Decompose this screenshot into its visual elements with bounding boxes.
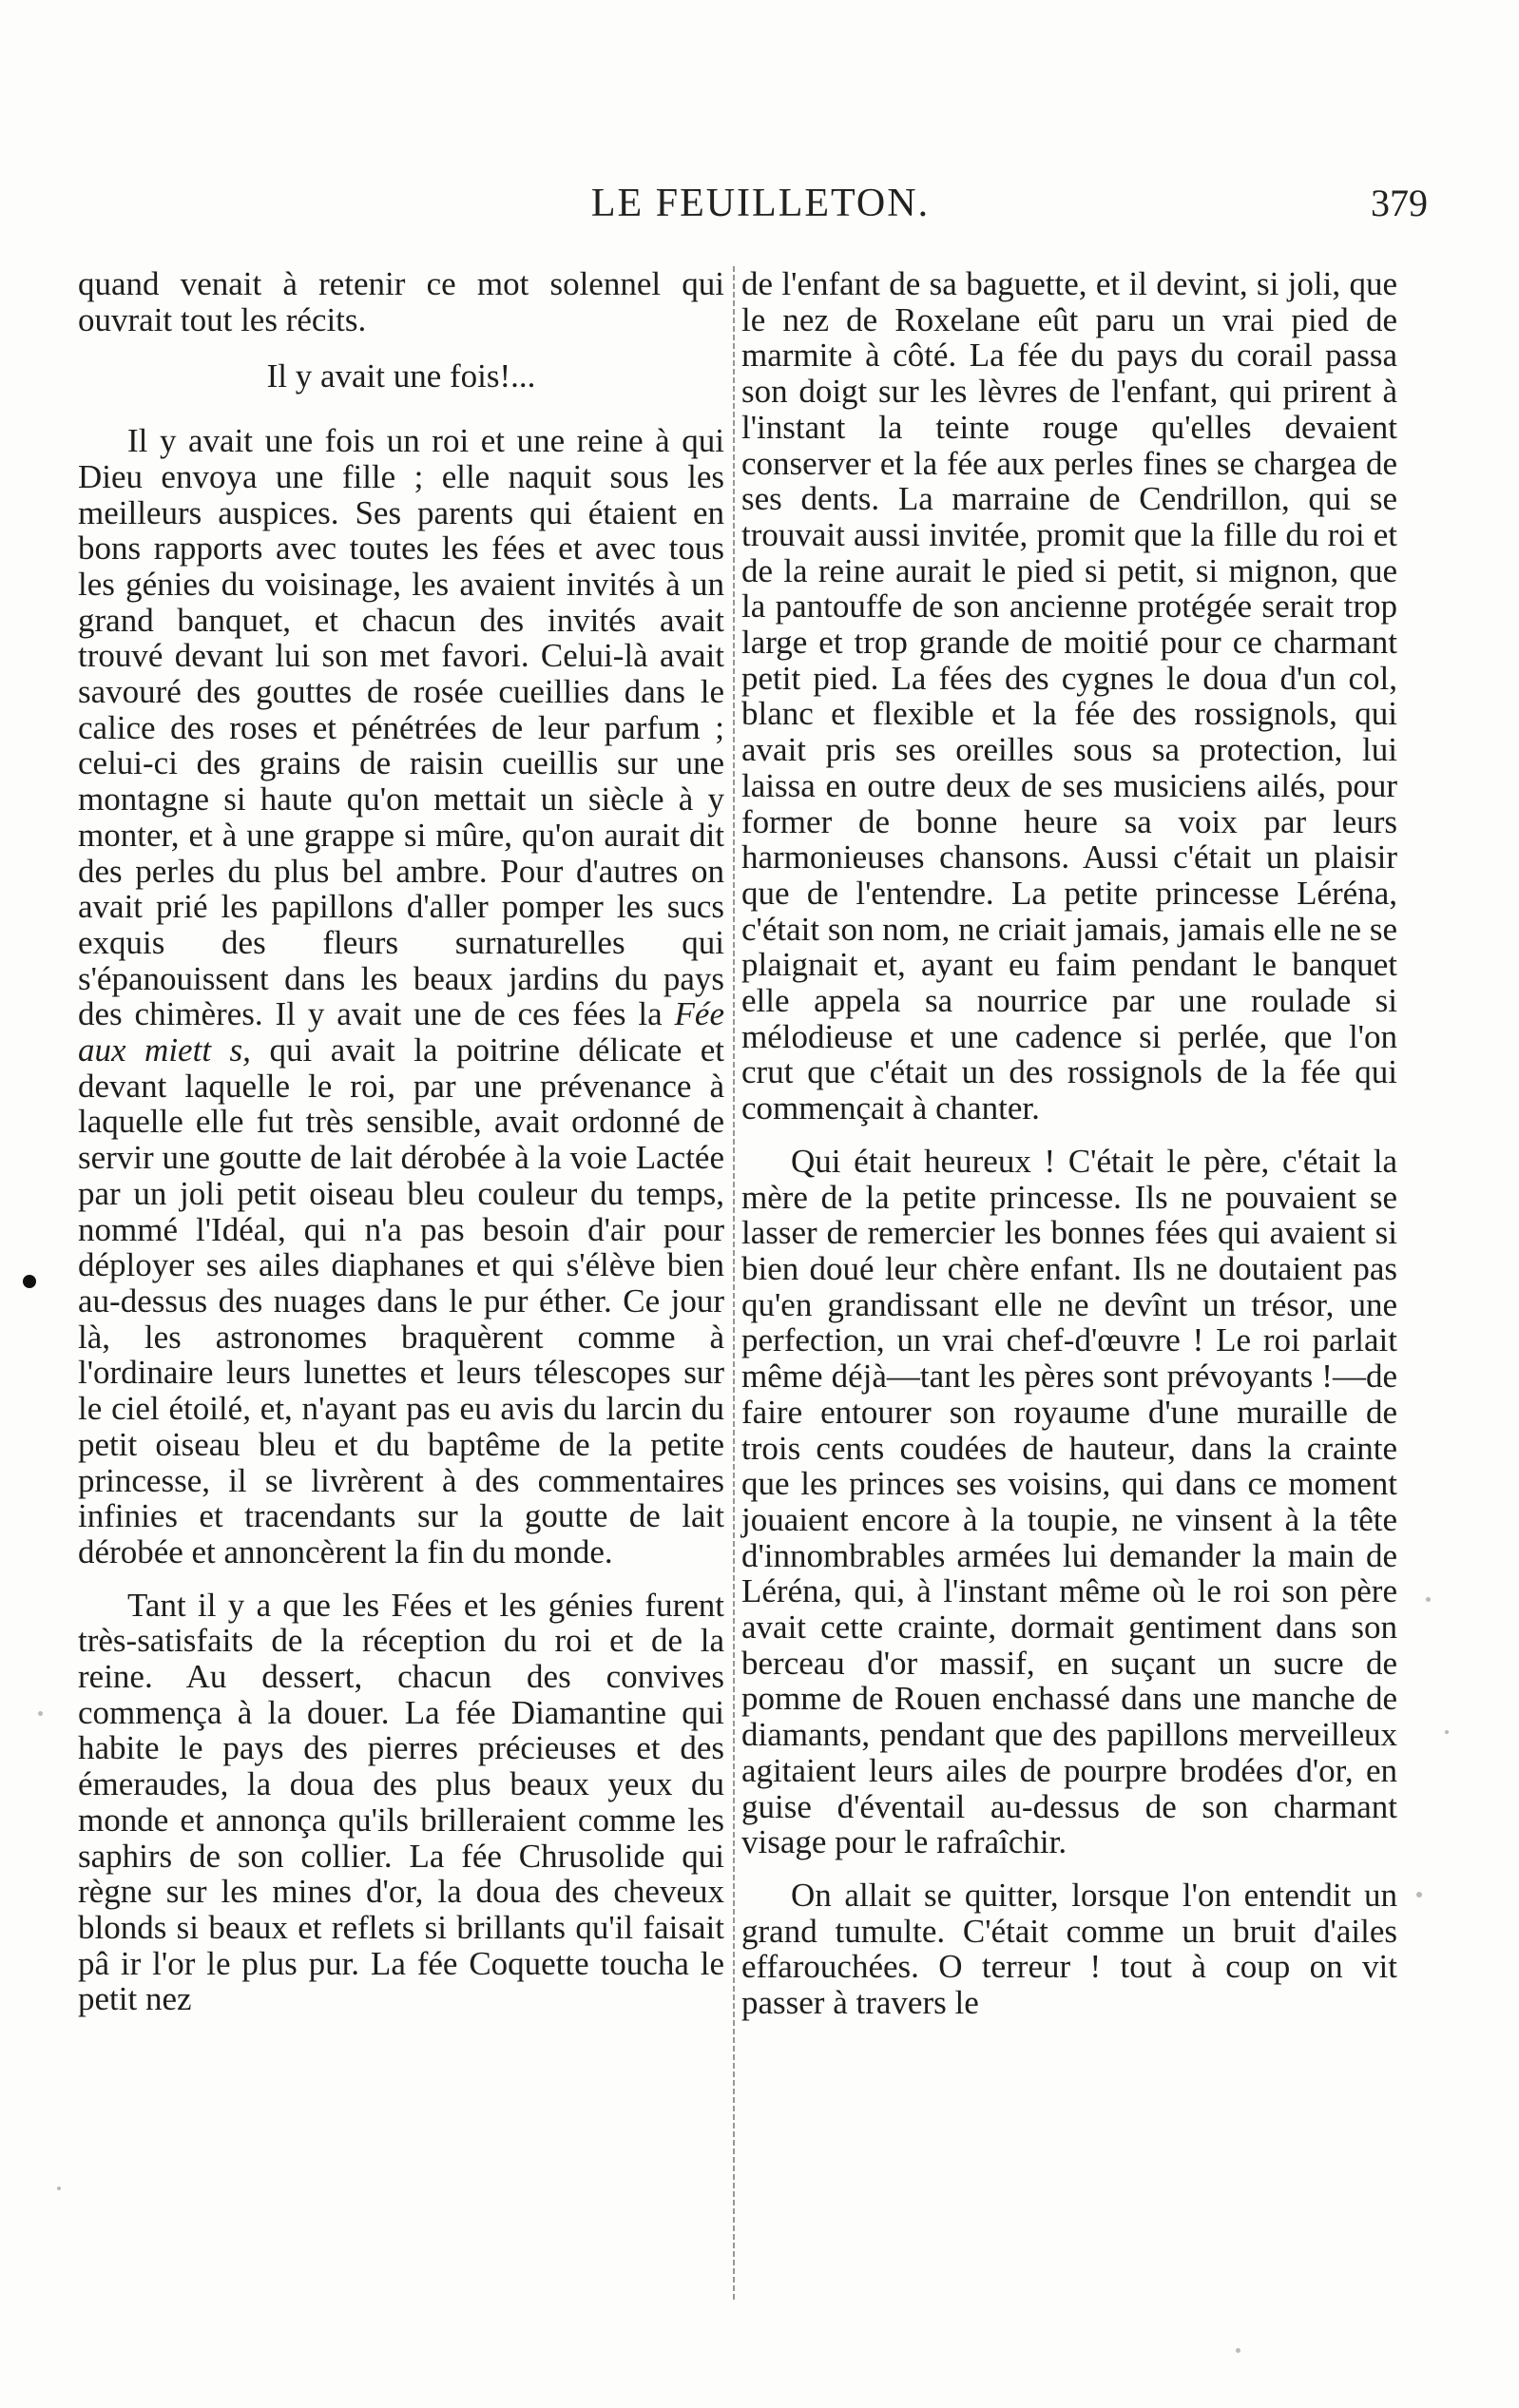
print-speck — [1236, 2348, 1240, 2353]
paragraph: Tant il y a que les Fées et les génies furent très-satisfaits de la réception du roi et de la reine. Au dessert, chacun des convives commença à la douer. La fée Diamantine qui habite le pays des pierres précieuses et des émeraudes, la doua des plus beaux yeux du monde et annonça qu'ils brilleraient comme les saphirs de son collier. La fée Chrusolide qui règne sur les mines d'or, la doua des cheveux blonds si beaux et reflets si brillants qu'il faisait pâ ir l'or le plus pur. La fée Coquette toucha le petit nez — [78, 1586, 724, 2018]
left-column — [78, 266, 724, 2310]
right-column — [741, 266, 1397, 2310]
text-run: Il y avait une fois un roi et une reine à qui Dieu envoya une fille ; elle naquit sous les meilleurs auspices. Ses parents qui étaient en bons rapports avec toutes les fées et avec tous les génies du voisinage, les avaient invités à un grand banquet, et chacun des invités avait trouvé devant lui son met favori. Celui-là avait savouré des gouttes de rosée cueillies dans le calice des roses et pénétrées de leur parfum ; celui-ci des grains de raisin cueillis sur une montagne si haute qu'on mettait un siècle à y monter, et à une grappe si mûre, qu'on aurait dit des perles du plus bel ambre. Pour d'autres on avait prié les papillons d'aller pomper les sucs exquis des fleurs surnaturelles qui s'épanouissent dans les beaux jardins du pays des chimères. Il y avait une de ces fées la — [78, 422, 724, 1033]
page-header — [67, 181, 1454, 247]
text-run: qui avait la poitrine délicate et devant laquelle le roi, par une prévenance à laquelle elle fut très sensible, avait ordonné de servir une goutte de lait dérobée à la voie Lactée par un joli petit oiseau bleu couleur du temps, nommé l'Idéal, qui n'a pas besoin d'air pour déployer ses ailes diaphanes et qui s'élève bien au-dessus des nuages dans le pur éther. Ce jour là, les astronomes braquèrent comme à l'ordinaire leurs lunettes et leurs télescopes sur le ciel étoilé, et, n'ayant pas eu avis du larcin du petit oiseau bleu et du baptême de la petite princesse, il se livrèrent à des commentaires infinies et tracendants sur la goutte de lait dérobée et annoncèrent la fin du monde. — [78, 1031, 725, 1570]
section-heading: Il y avait une fois!... — [266, 357, 536, 395]
print-speck — [1445, 1730, 1449, 1734]
column-divider — [733, 266, 735, 2301]
print-speck — [57, 2186, 61, 2190]
print-speck — [1426, 1597, 1431, 1602]
paragraph: On allait se quitter, lorsque l'on entendit un grand tumulte. C'était comme un bruit d'ailes effarouchées. O terreur ! tout à coup on vit passer à travers le — [741, 1876, 1397, 2022]
paragraph: Qui était heureux ! C'était le père, c'était la mère de la petite princesse. Ils ne pouvaient se lasser de remercier les bonnes fées qui avaient si bien doué leur chère enfant. Ils ne doutaient pas qu'en grandissant elle ne devînt un trésor, une perfection, un vrai chef-d'œuvre ! Le roi parlait même déjà—tant les pères sont prévoyants !—de faire entourer son royaume d'une muraille de trois cents coudées de hauteur, dans la crainte que les princes ses voisins, qui dans ce moment jouaient encore à la toupie, ne vinsent à la tête d'innombrables armées lui demander la main de Léréna, qui, à l'instant même où le roi son père avait cette crainte, dormait gentiment dans son berceau d'or massif, en suçant un sucre de pomme de Rouen enchassé dans une manche de diamants, pendant que des papillons merveilleux agitaient leurs ailes de pourpre brodées d'or, en guise d'éventail au-dessus de son charmant visage pour le rafraîchir. — [741, 1142, 1397, 1861]
running-title: LE FEUILLETON. — [590, 182, 931, 225]
print-speck — [38, 1711, 43, 1716]
paragraph: quand venait à retenir ce mot solennel qui ouvrait tout les récits. — [78, 265, 724, 338]
paragraph — [78, 423, 724, 1570]
italic-fairy-name: Fée aux miett s, — [78, 995, 724, 1069]
margin-bullet-mark — [23, 1275, 36, 1288]
print-speck — [1416, 1892, 1422, 1898]
paragraph: de l'enfant de sa baguette, et il devint, si joli, que le nez de Roxelane eût paru un vrai pied de marmite à côté. La fée du pays du corail passa son doigt sur les lèvres de l'enfant, qui prirent à l'instant la teinte rouge qu'elles devaient conserver et la fée aux perles fines se chargea de ses dents. La marraine de Cendrillon, qui se trouvait aussi invitée, promit que la fille du roi et de la reine aurait le pied si petit, si mignon, que la pantouffe de son ancienne protégée serait trop large et trop grande de moitié pour ce charmant petit pied. La fées des cygnes le doua d'un col, blanc et flexible et la fée des rossignols, qui avait pris ses oreilles sous sa protection, lui laissa en outre deux de ses musiciens ailés, pour former de bonne heure sa voix par leurs harmonieuses chansons. Aussi c'était un plaisir que de l'entendre. La petite princesse Léréna, c'était son nom, ne criait jamais, jamais elle ne se plaignait et, ayant eu faim pendant le banquet elle appela sa nourrice par une roulade si mélodieuse et une cadence si perlée, que l'on crut que c'était un des rossignols de la fée qui commençait à chanter. — [741, 265, 1397, 1127]
page-number: 379 — [1371, 182, 1428, 224]
